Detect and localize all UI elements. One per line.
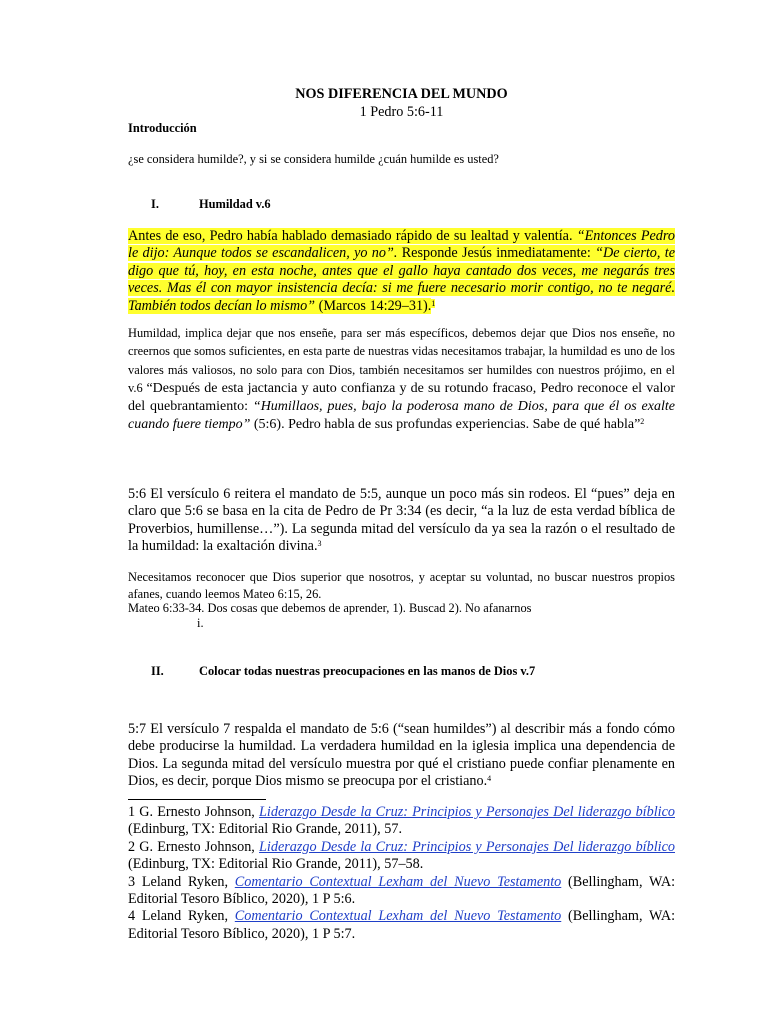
section-1-numeral: I.	[151, 197, 159, 211]
footnote-2	[128, 839, 675, 874]
footnote-2-author: 2 G. Ernesto Johnson,	[128, 838, 260, 855]
footnote-1-link[interactable]: Liderazgo Desde la Cruz: Principios y Personajes Del liderazgo bíblico	[259, 804, 675, 820]
footnote-4	[128, 908, 675, 943]
highlight-quote-1: “Entonces Pedro le dijo: Aunque todos se escandalicen, yo no”.	[128, 228, 675, 262]
verse-6-commentary	[128, 486, 675, 556]
footnote-1-author: 1 G. Ernesto Johnson,	[128, 804, 260, 820]
humility-text-1: Humildad, implica dejar que nos enseñe, para ser más específicos, debemos dejar que Dios nos enseñe, no creernos que somos suficientes, en esta parte de nuestras vidas necesitamos trabajar, la humildad es uno de los valores más valiosos, no solo para con Dios, también necesitamos ser humildes con nuestros prójimo, en el v.6	[128, 326, 675, 395]
highlight-text-2: Responde Jesús inmediatamente:	[397, 245, 596, 262]
footnotes	[128, 804, 675, 943]
footnote-4-author: 4 Leland Ryken,	[128, 908, 235, 925]
footnote-4-publication: (Bellingham, WA: Editorial Tesoro Bíblico, 2020), 1 P 5:7.	[128, 908, 676, 942]
footnote-separator	[128, 799, 266, 800]
footnote-2-publication: (Edinburg, TX: Editorial Rio Grande, 2011), 57–58.	[128, 856, 424, 873]
footnote-1-publication: (Edinburg, TX: Editorial Rio Grande, 2011), 57.	[128, 821, 402, 838]
necesitamos-paragraph: Necesitamos reconocer que Dios superior que nosotros, y aceptar su voluntad, no buscar nuestros propios afanes, cuando leemos Mateo 6:15, 26.	[128, 570, 675, 601]
verse-7-commentary	[128, 721, 675, 791]
footnote-ref-2[interactable]: 2	[640, 417, 645, 427]
humility-paragraph	[128, 324, 675, 434]
footnote-3-author: 3 Leland Ryken,	[128, 873, 235, 890]
section-2-heading: Colocar todas nuestras preocupaciones en las manos de Dios v.7	[199, 664, 536, 678]
footnote-3	[128, 874, 675, 909]
footnote-3-publication: (Bellingham, WA: Editorial Tesoro Bíblico, 2020), 1 P 5:6.	[128, 873, 676, 908]
sub-item-i: i.	[197, 616, 204, 630]
footnote-3-link[interactable]: Comentario Contextual Lexham del Nuevo Testamento	[234, 873, 562, 890]
scripture-reference: 1 Pedro 5:6-11	[359, 104, 444, 120]
footnote-4-link[interactable]: Comentario Contextual Lexham del Nuevo Testamento	[234, 908, 562, 925]
highlight-text-3: (Marcos 14:29–31).	[315, 297, 432, 314]
section-1-heading: Humildad v.6	[199, 197, 271, 211]
footnote-2-link[interactable]: Liderazgo Desde la Cruz: Principios y Personajes Del liderazgo bíblico	[259, 838, 675, 855]
intro-heading: Introducción	[128, 121, 197, 135]
humility-text-2: “Después de esta jactancia y auto confianza y de su rotundo fracaso, Pedro reconoce el valor del quebrantamiento:	[128, 380, 675, 415]
highlight-text-1: Antes de eso, Pedro había hablado demasiado rápido de su lealtad y valentía.	[128, 228, 577, 244]
footnote-1	[128, 804, 675, 839]
verse-7-text: 5:7 El versículo 7 respalda el mandato de 5:6 (“sean humildes”) al describir más a fondo cómo debe producirse la humildad. La verdadera humildad en la iglesia implica una dependencia de Dios. La segunda mitad del versículo muestra por qué el cristiano puede confiar plenamente en Dios, es decir, porque Dios mismo se preocupa por el cristiano.	[128, 721, 675, 790]
footnote-ref-3[interactable]: 3	[317, 539, 322, 549]
footnote-ref-1[interactable]: 1	[431, 298, 436, 308]
humility-text-3: (5:6). Pedro habla de sus profundas experiencias. Sabe de qué habla”	[250, 417, 641, 433]
section-2-numeral: II.	[151, 664, 164, 678]
footnote-ref-4[interactable]: 4	[487, 774, 492, 784]
highlighted-paragraph	[128, 228, 675, 315]
document-title: NOS DIFERENCIA DEL MUNDO	[295, 86, 508, 102]
humility-quote: “Humillaos, pues, bajo la poderosa mano de Dios, para que él os exalte cuando fuere tiempo”	[128, 399, 675, 433]
highlight-quote-2: “De cierto, te digo que tú, hoy, en esta noche, antes que el gallo haya cantado dos veces, me negarás tres veces. Mas él con mayor insistencia decía: si me fuere necesario morir contigo, no te negaré. También todos decían lo mismo”	[128, 245, 675, 314]
verse-6-text: 5:6 El versículo 6 reitera el mandato de 5:5, aunque un poco más sin rodeos. El “pues” deja en claro que 5:6 se basa en la cita de Pedro de Pr 3:34 (es decir, “a la luz de esta verdad bíblica de Proverbios, humillense…”). La segunda mitad del versículo da ya sea la razón o el resultado de la humildad: la exaltación divina.	[128, 486, 675, 555]
mateo-line: Mateo 6:33-34. Dos cosas que debemos de aprender, 1). Buscad 2). No afanarnos	[128, 601, 532, 615]
intro-question: ¿se considera humilde?, y si se considera humilde ¿cuán humilde es usted?	[128, 152, 499, 166]
